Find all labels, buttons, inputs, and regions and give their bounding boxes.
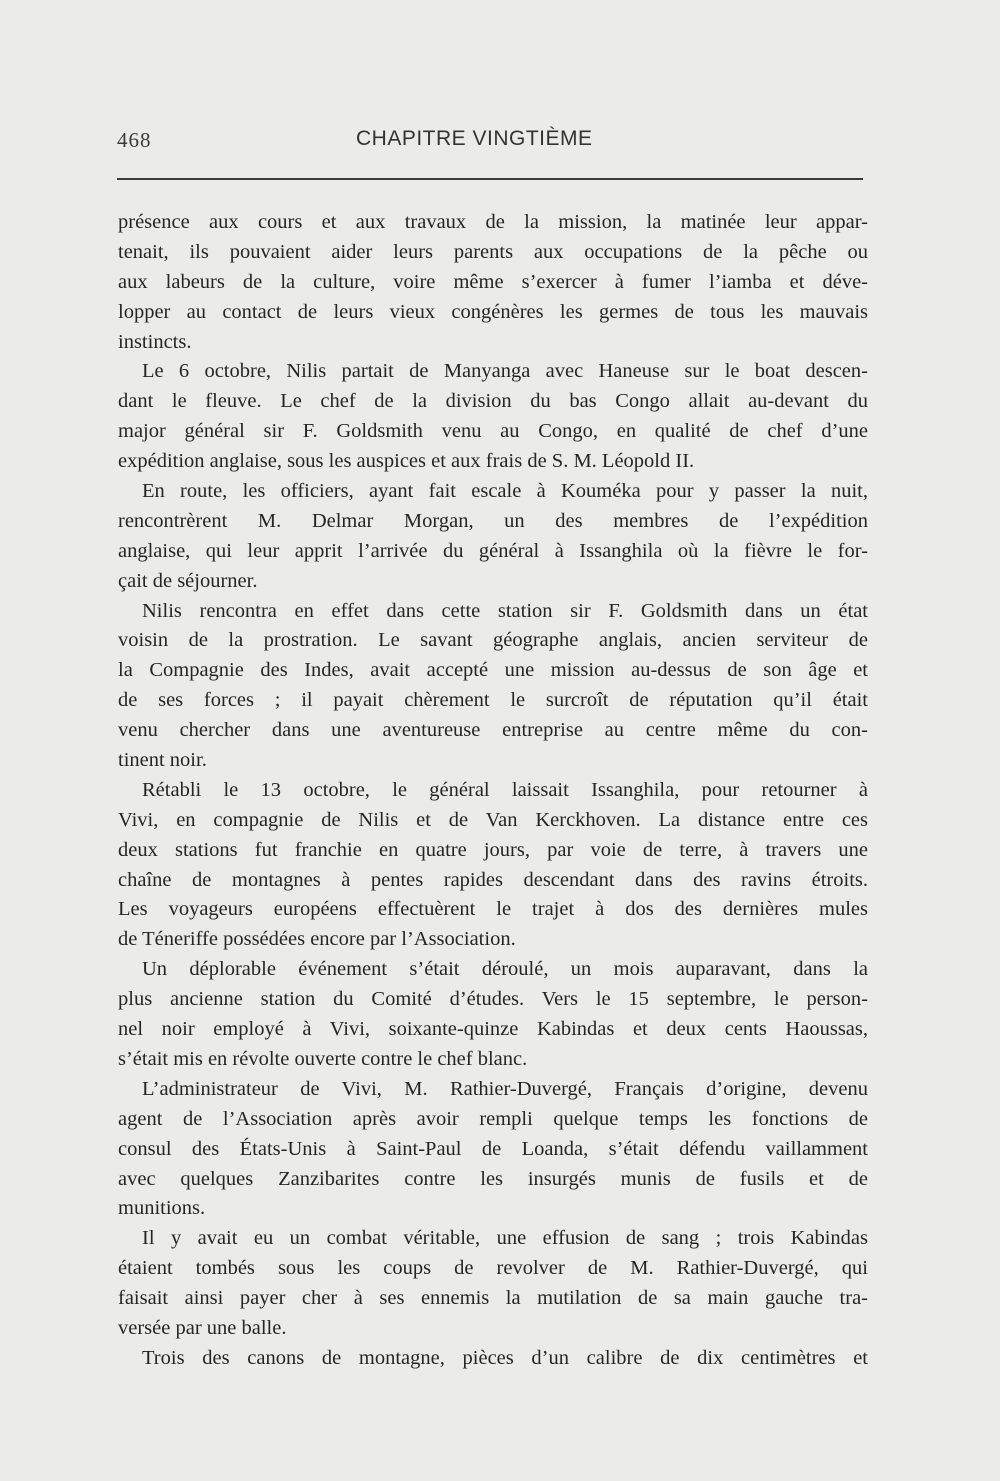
text-line: agent de l’Association après avoir rempli quelque temps les fonctions de (118, 1107, 868, 1130)
body-text (118, 208, 868, 1374)
text-line: Le 6 octobre, Nilis partait de Manyanga avec Haneuse sur le boat descen- (142, 360, 868, 383)
text-line: Trois des canons de montagne, pièces d’un calibre de dix centimètres et (142, 1346, 868, 1369)
text-line: de Téneriffe possédées encore par l’Association. (118, 928, 516, 951)
text-line: nel noir employé à Vivi, soixante-quinze Kabindas et deux cents Haoussas, (118, 1018, 868, 1041)
text-line: lopper au contact de leurs vieux congénères les germes de tous les mauvais (118, 300, 868, 323)
text-line: chaîne de montagnes à pentes rapides descendant dans des ravins étroits. (118, 868, 868, 891)
text-line: s’était mis en révolte ouverte contre le chef blanc. (118, 1047, 528, 1070)
text-line: consul des États-Unis à Saint-Paul de Loanda, s’était défendu vaillamment (118, 1137, 868, 1160)
text-line: Vivi, en compagnie de Nilis et de Van Kerckhoven. La distance entre ces (118, 808, 868, 831)
text-line: L’administrateur de Vivi, M. Rathier-Duvergé, Français d’origine, devenu (142, 1077, 868, 1100)
text-line: instincts. (118, 330, 192, 353)
page-number: 468 (117, 128, 152, 152)
text-line: Un déplorable événement s’était déroulé, un mois auparavant, dans la (142, 958, 868, 981)
text-line: faisait ainsi payer cher à ses ennemis la mutilation de sa main gauche tra- (118, 1287, 868, 1310)
text-line: çait de séjourner. (118, 569, 258, 592)
header-rule (117, 178, 863, 180)
text-line: tenait, ils pouvaient aider leurs parents aux occupations de la pêche ou (118, 240, 868, 263)
text-line: munitions. (118, 1197, 206, 1220)
text-line: expédition anglaise, sous les auspices et aux frais de S. M. Léopold II. (118, 450, 695, 473)
text-line: présence aux cours et aux travaux de la mission, la matinée leur appar- (118, 211, 868, 233)
text-line: avec quelques Zanzibarites contre les insurgés munis de fusils et de (118, 1167, 868, 1190)
text-line: plus ancienne station du Comité d’études. Vers le 15 septembre, le person- (118, 988, 868, 1011)
text-line: Rétabli le 13 octobre, le général laissait Issanghila, pour retourner à (142, 778, 868, 801)
running-head: CHAPITRE VINGTIÈME (356, 127, 593, 150)
text-line: étaient tombés sous les coups de revolver de M. Rathier-Duvergé, qui (118, 1257, 868, 1280)
text-line: rencontrèrent M. Delmar Morgan, un des membres de l’expédition (118, 509, 868, 532)
text-line: Il y avait eu un combat véritable, une effusion de sang ; trois Kabindas (142, 1227, 868, 1250)
text-line: aux labeurs de la culture, voire même s’exercer à fumer l’iamba et déve- (118, 270, 868, 293)
text-line: de ses forces ; il payait chèrement le surcroît de réputation qu’il était (118, 689, 868, 712)
text-line: la Compagnie des Indes, avait accepté une mission au-dessus de son âge et (118, 659, 868, 682)
text-line: major général sir F. Goldsmith venu au Congo, en qualité de chef d’une (118, 420, 868, 443)
text-line: Nilis rencontra en effet dans cette station sir F. Goldsmith dans un état (142, 599, 868, 622)
text-line: deux stations fut franchie en quatre jours, par voie de terre, à travers une (118, 838, 868, 861)
text-line: dant le fleuve. Le chef de la division du bas Congo allait au-devant du (118, 390, 868, 413)
text-line: anglaise, qui leur apprit l’arrivée du général à Issanghila où la fièvre le for- (118, 539, 868, 562)
text-line: venu chercher dans une aventureuse entreprise au centre même du con- (118, 719, 868, 742)
text-line: tinent noir. (118, 749, 207, 772)
text-line: voisin de la prostration. Le savant géographe anglais, ancien serviteur de (118, 629, 868, 652)
text-line: En route, les officiers, ayant fait escale à Kouméka pour y passer la nuit, (142, 480, 868, 503)
text-line: versée par une balle. (118, 1316, 287, 1339)
text-line: Les voyageurs européens effectuèrent le trajet à dos des dernières mules (118, 898, 868, 921)
